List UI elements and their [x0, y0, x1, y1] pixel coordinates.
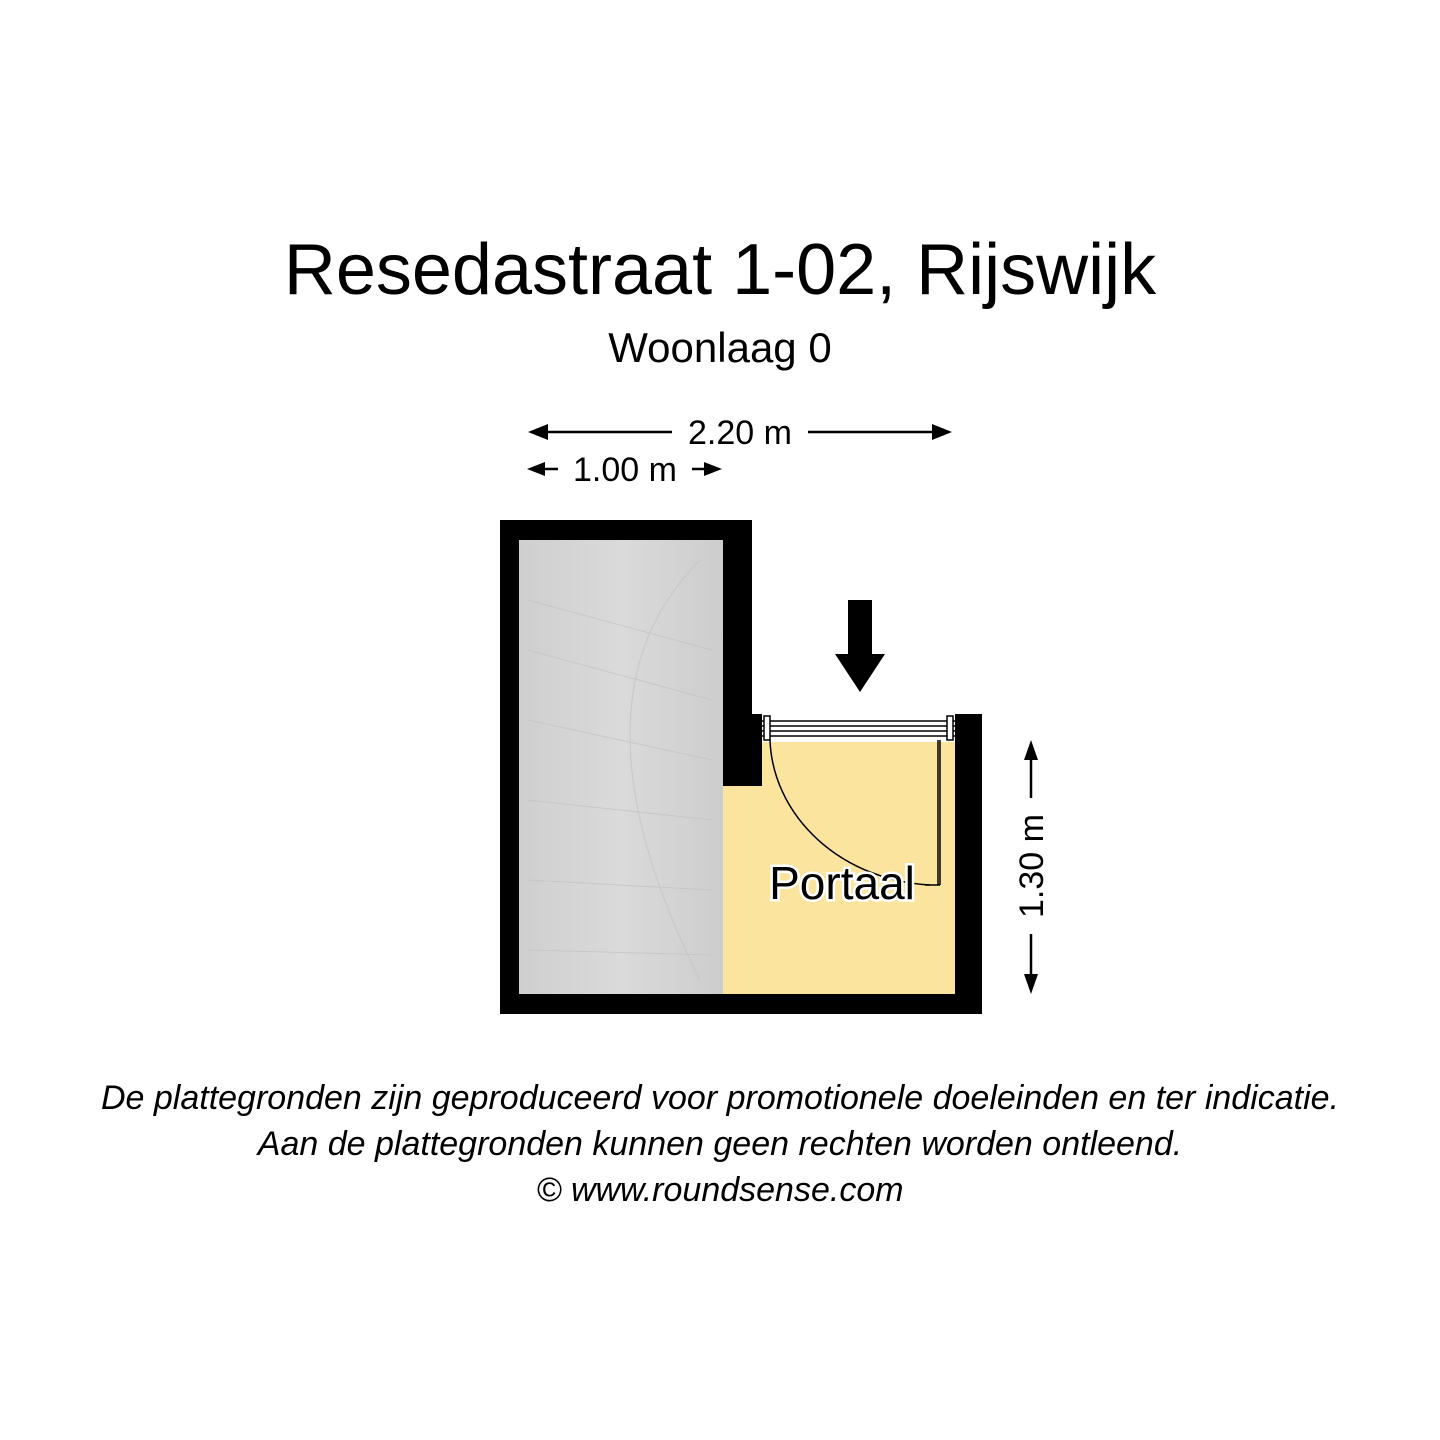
dimension-stair-width	[527, 451, 722, 489]
dimension-room-depth-label: 1.30 m	[1013, 814, 1051, 918]
disclaimer-line-2: Aan de plattegronden kunnen geen rechten worden ontleend.	[257, 1125, 1183, 1163]
floor-subtitle: Woonlaag 0	[608, 324, 832, 371]
copyright-line: © www.roundsense.com	[536, 1171, 904, 1209]
disclaimer-line-1: De plattegronden zijn geproduceerd voor promotionele doeleinden en ter indicatie.	[100, 1079, 1340, 1117]
disclaimer	[0, 1075, 1440, 1213]
staircase-area	[519, 540, 723, 994]
door-opening	[762, 714, 955, 742]
dimension-total-width-label: 2.20 m	[688, 414, 792, 452]
entrance-arrow-icon	[835, 600, 885, 692]
dimension-stair-width-label: 1.00 m	[573, 451, 677, 489]
page-title: Resedastraat 1-02, Rijswijk	[283, 230, 1157, 310]
dimension-room-depth	[1013, 740, 1051, 994]
room-label-portaal: Portaal	[769, 857, 915, 909]
dimension-total-width	[528, 414, 952, 452]
